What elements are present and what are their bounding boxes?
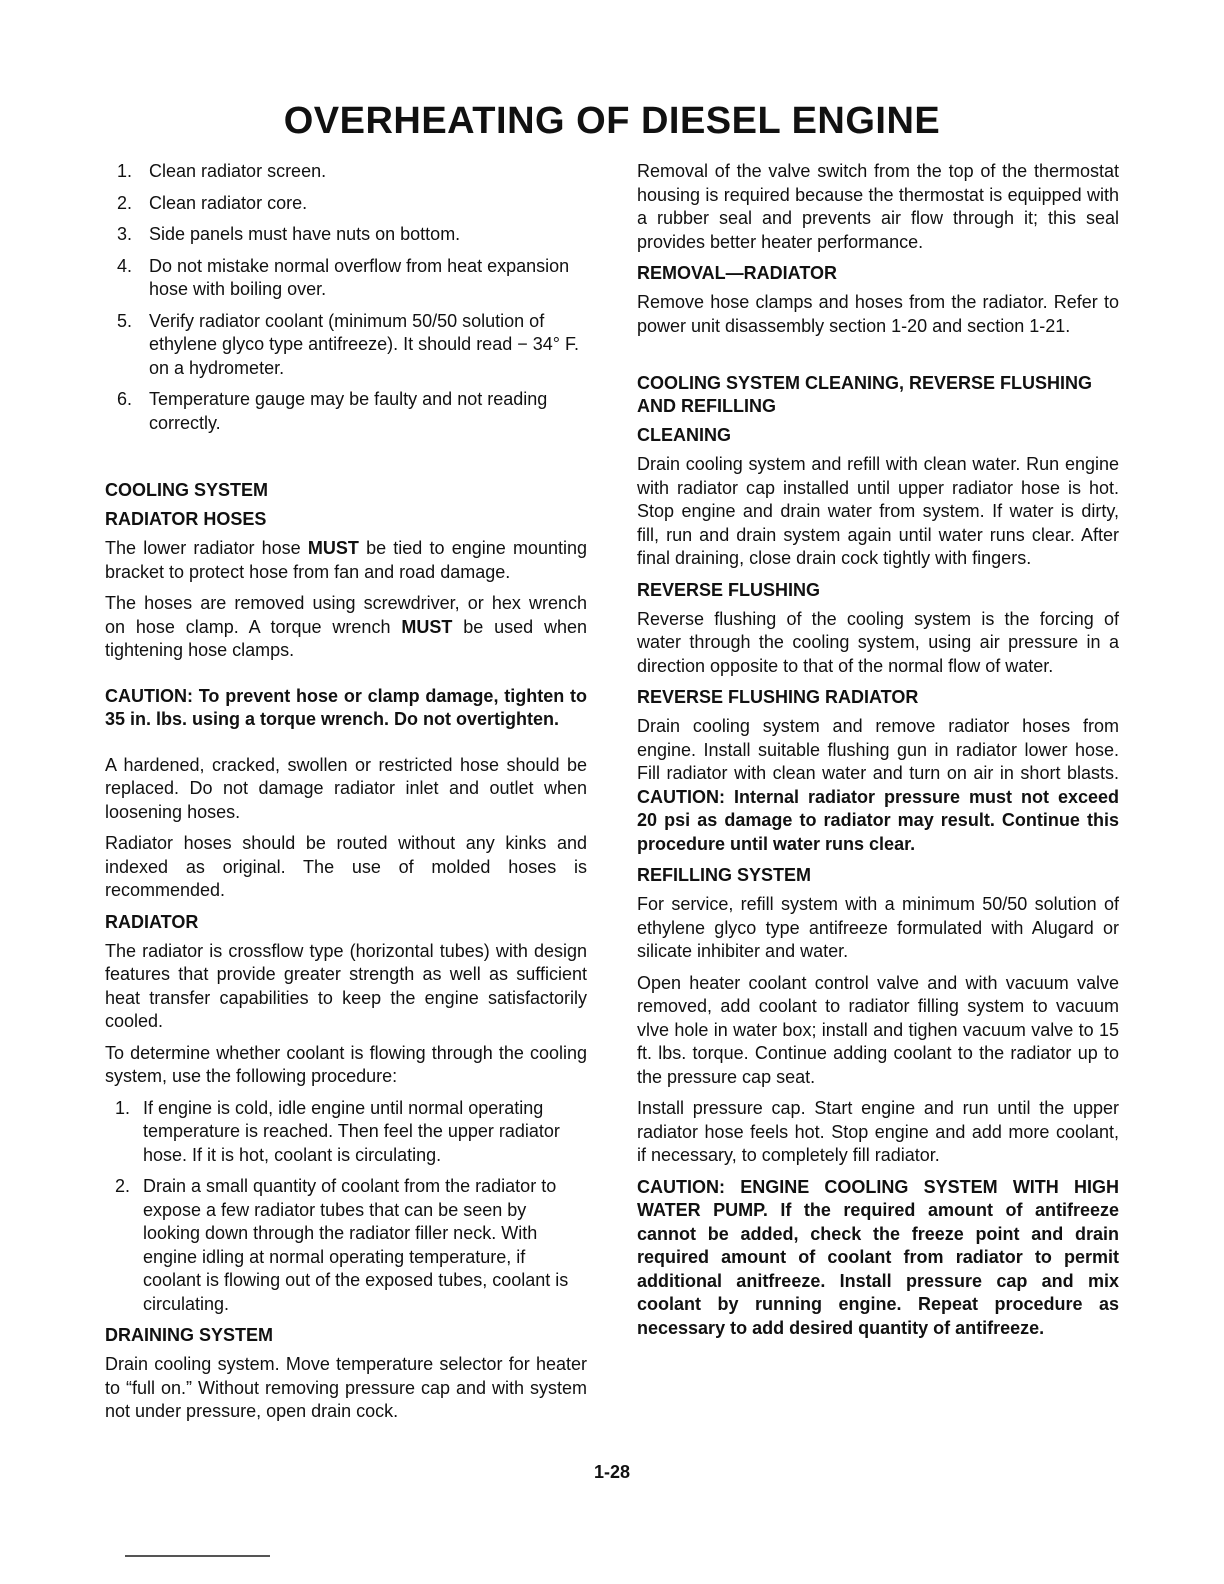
list-item: 4. Do not mistake normal overflow from heat expansion hose with boiling over. [117,255,570,299]
draining-paragraph: Drain cooling system. Move temperature selector for heater to “full on.” Without removing pressure cap and with system not under pressure, open drain cock. [105,1354,587,1421]
radiator-paragraph-1: The radiator is crossflow type (horizontal tubes) with design features that provide greater strength as well as sufficient heat transfer capabilities to keep the engine satisfactorily cooled. [105,940,587,1031]
footer-rule [125,1555,270,1557]
hoses-paragraph-3: A hardened, cracked, swollen or restricted hose should be replaced. Do not damage radiator inlet and outlet when loosening hoses. [105,754,587,822]
refilling-paragraph-3: Install pressure cap. Start engine and run until the upper radiator hose feels hot. Stop engine and add more coolant, if necessary, to completely fill radiator. [637,1098,1119,1165]
list-item: 2. Clean radiator core. [117,192,308,213]
cooling-system-heading: COOLING SYSTEM [105,480,269,500]
reverse-flushing-radiator-paragraph: Drain cooling system and remove radiator hoses from engine. Install suitable flushing gun in radiator lower hose. Fill radiator with clean water and turn on air in short blasts. CAUTION: Internal radiator pressure must not exceed 20 psi as damage to radiator may result. Continue this procedure until water runs clear. [637,716,1119,854]
removal-paragraph: Remove hose clamps and hoses from the radiator. Refer to power unit disassembly section 1-20 and section 1-21. [637,292,1119,336]
page-title: OVERHEATING OF DIESEL ENGINE [283,100,941,142]
cleaning-main-heading: COOLING SYSTEM CLEANING, REVERSE FLUSHING AND REFILLING [637,373,1093,416]
hose-caution: CAUTION: To prevent hose or clamp damage, tighten to 35 in. lbs. using a torque wrench. Do not overtighten. [105,685,587,729]
hoses-paragraph-1: The lower radiator hose MUST be tied to engine mounting bracket to protect hose from fan and road damage. [105,538,587,582]
page-number: 1-28 [593,1462,631,1482]
radiator-hoses-heading: RADIATOR HOSES [105,509,267,529]
list-item: 5. Verify radiator coolant (minimum 50/50 solution of ethylene glyco type antifreeze). It should read − 34° F. on a hydrometer. [117,310,579,378]
list-item: 1. Clean radiator screen. [117,161,327,181]
reverse-flushing-radiator-heading: REVERSE FLUSHING RADIATOR [637,687,919,707]
list-item: 6. Temperature gauge may be faulty and not reading correctly. [117,389,548,433]
left-column [105,160,587,1432]
refilling-system-heading: REFILLING SYSTEM [637,865,812,885]
list-item: 3. Side panels must have nuts on bottom. [117,224,461,244]
radiator-paragraph-2: To determine whether coolant is flowing through the cooling system, use the following procedure: [105,1042,587,1086]
refilling-paragraph-2: Open heater coolant control valve and with vacuum valve removed, add coolant to radiator filling system to vacuum vlve hole in water box; install and tighen vacuum valve to 15 ft. lbs. torque. Continue adding coolant to the radiator up to the pressure cap seat. [637,972,1119,1087]
overheating-checklist [105,160,587,435]
draining-system-heading: DRAINING SYSTEM [105,1325,274,1345]
list-item: 1. If engine is cold, idle engine until normal operating temperature is reached. Then feel the upper radiator hose. If it is hot, coolant is circulating. [115,1097,560,1165]
antifreeze-caution: CAUTION: ENGINE COOLING SYSTEM WITH HIGH WATER PUMP. If the required amount of antifreeze cannot be added, check the freeze point and drain required amount of coolant from radiator to permit additional anitfreeze. Install pressure cap and mix coolant by running engine. Repeat procedure as necessary to add desired quantity of antifreeze. [637,1176,1119,1338]
reverse-flushing-heading: REVERSE FLUSHING [637,579,821,600]
radiator-heading: RADIATOR [105,911,199,932]
refilling-paragraph-1: For service, refill system with a minimum 50/50 solution of ethylene glyco type antifreeze formulated with Alugard or silicate inhibiter and water. [637,894,1119,961]
hoses-paragraph-4: Radiator hoses should be routed without any kinks and indexed as original. The use of molded hoses is recommended. [105,833,587,900]
reverse-flushing-paragraph: Reverse flushing of the cooling system is the forcing of water through the cooling system, using air pressure in a direction opposite to that of the normal flow of water. [637,608,1119,676]
thermostat-paragraph: Removal of the valve switch from the top of the thermostat housing is required because the thermostat is equipped with a rubber seal and prevents air flow through it; this seal provides better heater performance. [637,161,1119,252]
radiator-procedure [105,1097,587,1317]
right-column [637,160,1119,1348]
hoses-paragraph-2: The hoses are removed using screwdriver, or hex wrench on hose clamp. A torque wrench MUST be used when tightening hose clamps. [105,593,587,660]
cleaning-paragraph: Drain cooling system and refill with clean water. Run engine with radiator cap installed until upper radiator hose is hot. Stop engine and drain water from system. If water is dirty, fill, run and drain system again until water runs clear. After final draining, close drain cock tightly with fingers. [637,454,1119,568]
list-item: 2. Drain a small quantity of coolant from the radiator to expose a few radiator tubes that can be seen by looking down through the radiator filler neck. With engine idling at normal operating temperature, if coolant is flowing out of the exposed tubes, coolant is circulating. [115,1176,569,1314]
removal-radiator-heading: REMOVAL—RADIATOR [637,263,837,283]
cleaning-heading: CLEANING [637,425,731,445]
